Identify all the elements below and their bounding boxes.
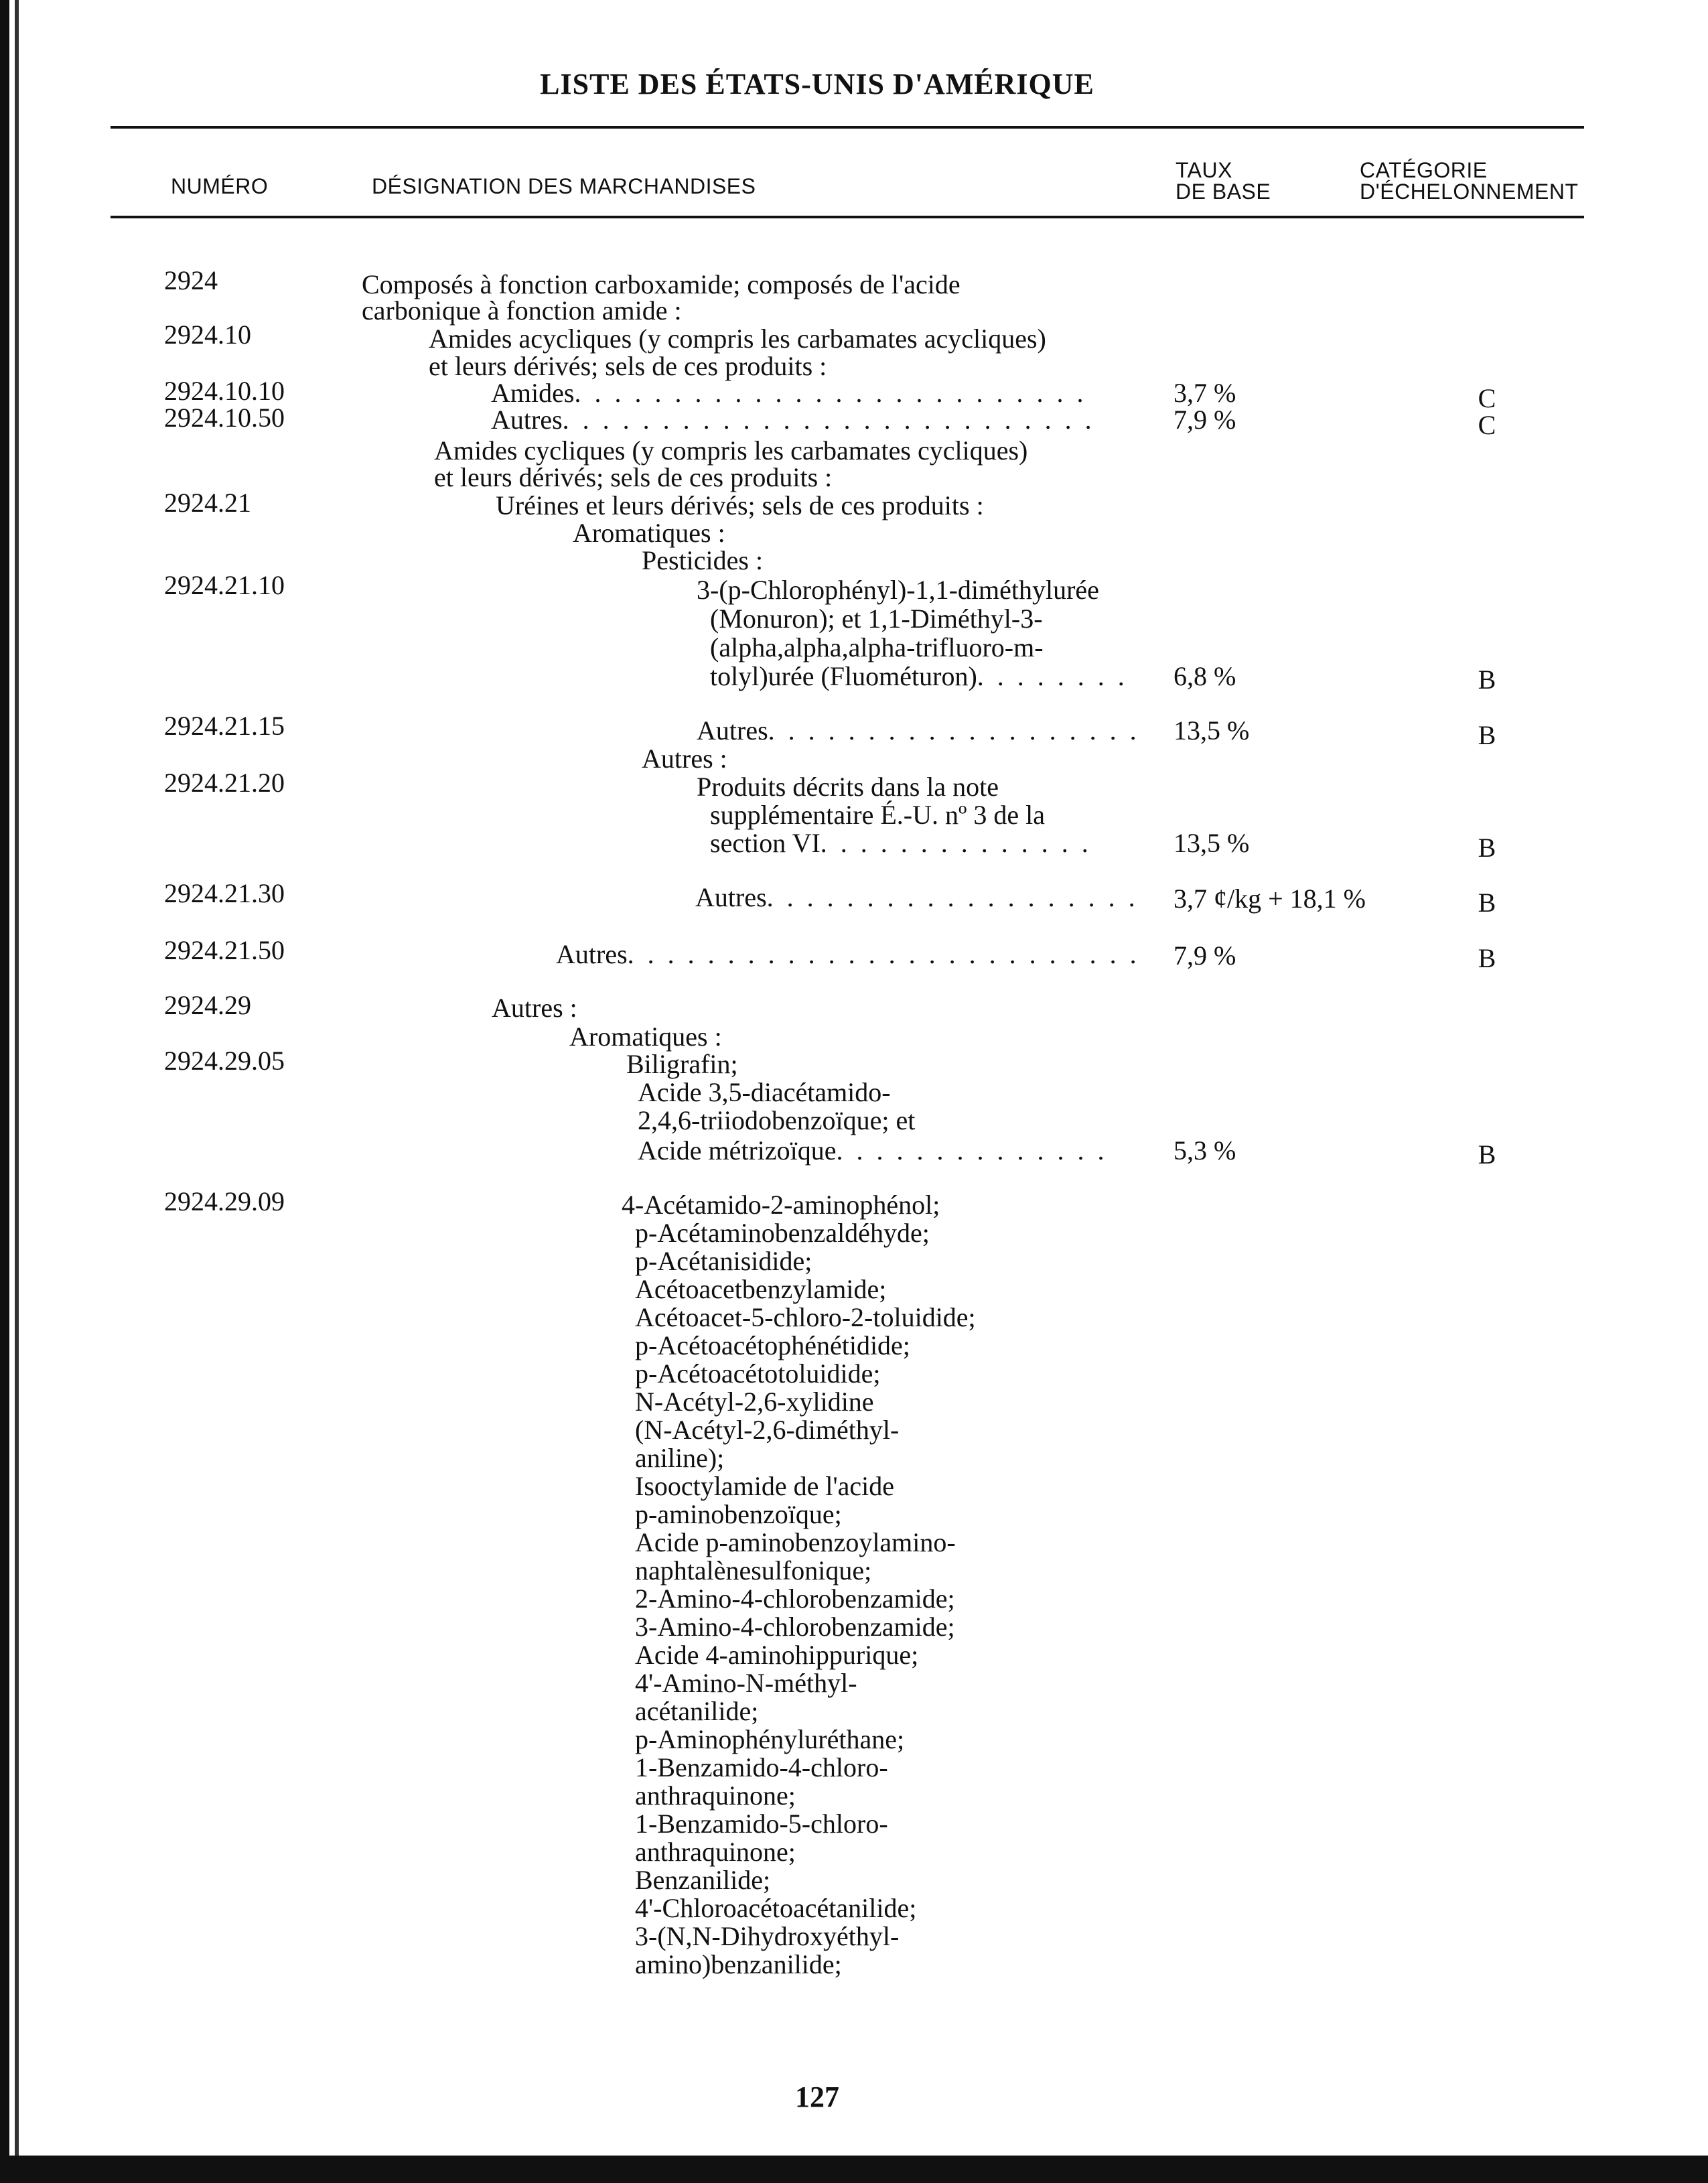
row-category: C bbox=[1478, 410, 1496, 440]
row-text: Acétoacet-5-chloro-2-toluidide; bbox=[635, 1302, 976, 1332]
row-rate: 7,9 % bbox=[1173, 940, 1236, 971]
row-text: Pesticides : bbox=[642, 545, 764, 575]
leader-dots: . . . . . . . . . . . . . . . . . . . . . . . . . . bbox=[574, 378, 1087, 408]
row-text: (Monuron); et 1,1-Diméthyl-3- bbox=[710, 604, 1043, 634]
leader-dots: . . . . . . . . . . . . . . . . . . . . . . . . . . bbox=[627, 939, 1140, 969]
col-header-designation: DÉSIGNATION DES MARCHANDISES bbox=[372, 174, 756, 198]
row-text: Biligrafin; bbox=[626, 1049, 738, 1079]
row-text: Benzanilide; bbox=[635, 1865, 771, 1895]
row-text: p-Acétoacétophénétidide; bbox=[635, 1330, 910, 1360]
row-text: p-Acétanisidide; bbox=[635, 1246, 812, 1276]
scan-edge-left bbox=[0, 0, 9, 2183]
row-text: p-Acétaminobenzaldéhyde; bbox=[635, 1218, 930, 1248]
scan-edge-bottom bbox=[0, 2156, 1708, 2183]
row-text: 3-(N,N-Dihydroxyéthyl- bbox=[635, 1921, 900, 1951]
row-rate: 6,8 % bbox=[1173, 661, 1236, 691]
row-text: amino)benzanilide; bbox=[635, 1949, 842, 1979]
row-code: 2924.21.15 bbox=[164, 711, 285, 741]
row-category: B bbox=[1478, 1139, 1496, 1170]
row-code: 2924.10 bbox=[164, 320, 251, 350]
col-header-cat-line1: CATÉGORIE bbox=[1360, 158, 1488, 182]
row-code: 2924.29 bbox=[164, 990, 251, 1020]
row-text: Amides cycliques (y compris les carbamates cycliques) bbox=[434, 435, 1028, 466]
row-text bbox=[697, 717, 1140, 745]
leader-dots: . . . . . . . . bbox=[977, 661, 1128, 691]
row-category: B bbox=[1478, 720, 1496, 750]
row-text: Acide 4-aminohippurique; bbox=[635, 1640, 919, 1670]
row-label: tolyl)urée (Fluométuron) bbox=[710, 661, 977, 691]
row-code: 2924.10.50 bbox=[164, 403, 285, 433]
row-code: 2924.21.30 bbox=[164, 878, 285, 908]
row-text: Isooctylamide de l'acide bbox=[635, 1471, 895, 1501]
page-number: 127 bbox=[795, 2081, 839, 2113]
row-text: Acétoacetbenzylamide; bbox=[635, 1274, 887, 1304]
row-label: Autres bbox=[491, 405, 563, 435]
row-label: Autres bbox=[697, 715, 768, 746]
row-text: Acide p-aminobenzoylamino- bbox=[635, 1527, 956, 1557]
row-text: supplémentaire É.-U. nº 3 de la bbox=[710, 800, 1046, 830]
row-text: Aromatiques : bbox=[569, 1022, 722, 1052]
row-text bbox=[638, 1137, 1108, 1165]
row-rate: 5,3 % bbox=[1173, 1135, 1236, 1166]
row-text: 4'-Chloroacétoacétanilide; bbox=[635, 1893, 917, 1923]
row-category: B bbox=[1478, 664, 1496, 695]
row-text: 1-Benzamido-4-chloro- bbox=[635, 1752, 888, 1782]
row-text: Composés à fonction carboxamide; composés de l'acide bbox=[362, 269, 960, 299]
leader-dots: . . . . . . . . . . . . . . bbox=[836, 1135, 1108, 1166]
row-text: naphtalènesulfonique; bbox=[635, 1555, 872, 1586]
row-text: (N-Acétyl-2,6-diméthyl- bbox=[635, 1415, 900, 1445]
row-text: N-Acétyl-2,6-xylidine bbox=[635, 1387, 874, 1417]
row-text: Aromatiques : bbox=[573, 518, 725, 548]
row-text: et leurs dérivés; sels de ces produits : bbox=[434, 462, 833, 492]
row-rate: 13,5 % bbox=[1173, 828, 1250, 858]
row-text: (alpha,alpha,alpha-trifluoro-m- bbox=[710, 632, 1044, 662]
row-text bbox=[556, 940, 1140, 969]
row-text: anthraquinone; bbox=[635, 1780, 796, 1811]
leader-dots: . . . . . . . . . . . . . . . . . . . . . . . . . . . bbox=[562, 405, 1095, 435]
row-text: et leurs dérivés; sels de ces produits : bbox=[429, 351, 827, 381]
row-text: Acide 3,5-diacétamido- bbox=[638, 1077, 891, 1107]
row-label: Autres bbox=[695, 882, 767, 912]
row-text: aniline); bbox=[635, 1443, 725, 1473]
row-text: 4-Acétamido-2-aminophénol; bbox=[622, 1190, 940, 1220]
row-category: B bbox=[1478, 888, 1496, 918]
row-rate: 3,7 ¢/kg + 18,1 % bbox=[1173, 884, 1366, 914]
row-rate: 3,7 % bbox=[1173, 378, 1236, 408]
row-text bbox=[491, 379, 1086, 407]
row-text: Autres : bbox=[492, 993, 577, 1023]
row-text: p-Aminophényluréthane; bbox=[635, 1724, 905, 1754]
row-text bbox=[491, 406, 1095, 434]
row-text: acétanilide; bbox=[635, 1696, 759, 1726]
row-code: 2924.21 bbox=[164, 488, 251, 518]
row-code: 2924.29.09 bbox=[164, 1186, 285, 1216]
row-text: Autres : bbox=[642, 744, 727, 774]
leader-dots: . . . . . . . . . . . . . . bbox=[820, 828, 1092, 858]
row-code: 2924.21.20 bbox=[164, 768, 285, 798]
row-rate: 7,9 % bbox=[1173, 405, 1236, 435]
row-text bbox=[710, 829, 1092, 857]
row-label: Acide métrizoïque bbox=[638, 1135, 837, 1166]
row-text: Uréines et leurs dérivés; sels de ces produits : bbox=[496, 490, 984, 520]
row-label: section VI bbox=[710, 828, 821, 858]
scan-edge-left-inner bbox=[15, 0, 19, 2183]
row-text bbox=[710, 662, 1128, 691]
col-header-taux bbox=[1176, 159, 1271, 202]
row-text: carbonique à fonction amide : bbox=[362, 295, 682, 326]
col-header-taux-line2: DE BASE bbox=[1176, 180, 1271, 204]
header-rule-bottom bbox=[111, 216, 1584, 218]
row-text: 3-(p-Chlorophényl)-1,1-diméthylurée bbox=[697, 575, 1099, 605]
row-rate: 13,5 % bbox=[1173, 715, 1250, 746]
row-text: p-aminobenzoïque; bbox=[635, 1499, 842, 1529]
row-code: 2924.21.10 bbox=[164, 570, 285, 600]
col-header-numero: NUMÉRO bbox=[171, 174, 269, 198]
col-header-taux-line1: TAUX bbox=[1176, 158, 1232, 182]
leader-dots: . . . . . . . . . . . . . . . . . . . bbox=[766, 882, 1139, 912]
row-text: 2,4,6-triiodobenzoïque; et bbox=[638, 1105, 916, 1135]
row-text: p-Acétoacétotoluidide; bbox=[635, 1358, 881, 1389]
row-label: Amides bbox=[491, 378, 575, 408]
row-text bbox=[695, 884, 1139, 912]
row-text: Amides acycliques (y compris les carbamates acycliques) bbox=[429, 324, 1046, 354]
row-text: 3-Amino-4-chlorobenzamide; bbox=[635, 1612, 955, 1642]
header-rule-top bbox=[111, 126, 1584, 129]
row-code: 2924.10.10 bbox=[164, 376, 285, 406]
page-title: LISTE DES ÉTATS-UNIS D'AMÉRIQUE bbox=[540, 68, 1094, 100]
row-category: B bbox=[1478, 943, 1496, 973]
row-text: 4'-Amino-N-méthyl- bbox=[635, 1668, 857, 1698]
row-label: Autres bbox=[556, 939, 628, 969]
row-code: 2924.21.50 bbox=[164, 935, 285, 965]
row-text: 1-Benzamido-5-chloro- bbox=[635, 1809, 888, 1839]
row-code: 2924 bbox=[164, 265, 218, 295]
row-text: 2-Amino-4-chlorobenzamide; bbox=[635, 1583, 955, 1614]
leader-dots: . . . . . . . . . . . . . . . . . . . bbox=[768, 715, 1140, 746]
row-text: anthraquinone; bbox=[635, 1837, 796, 1867]
row-category: C bbox=[1478, 383, 1496, 413]
row-category: B bbox=[1478, 833, 1496, 863]
row-text: Produits décrits dans la note bbox=[697, 772, 999, 802]
row-code: 2924.29.05 bbox=[164, 1046, 285, 1076]
col-header-cat-line2: D'ÉCHELONNEMENT bbox=[1360, 180, 1579, 204]
col-header-categorie bbox=[1360, 159, 1579, 202]
